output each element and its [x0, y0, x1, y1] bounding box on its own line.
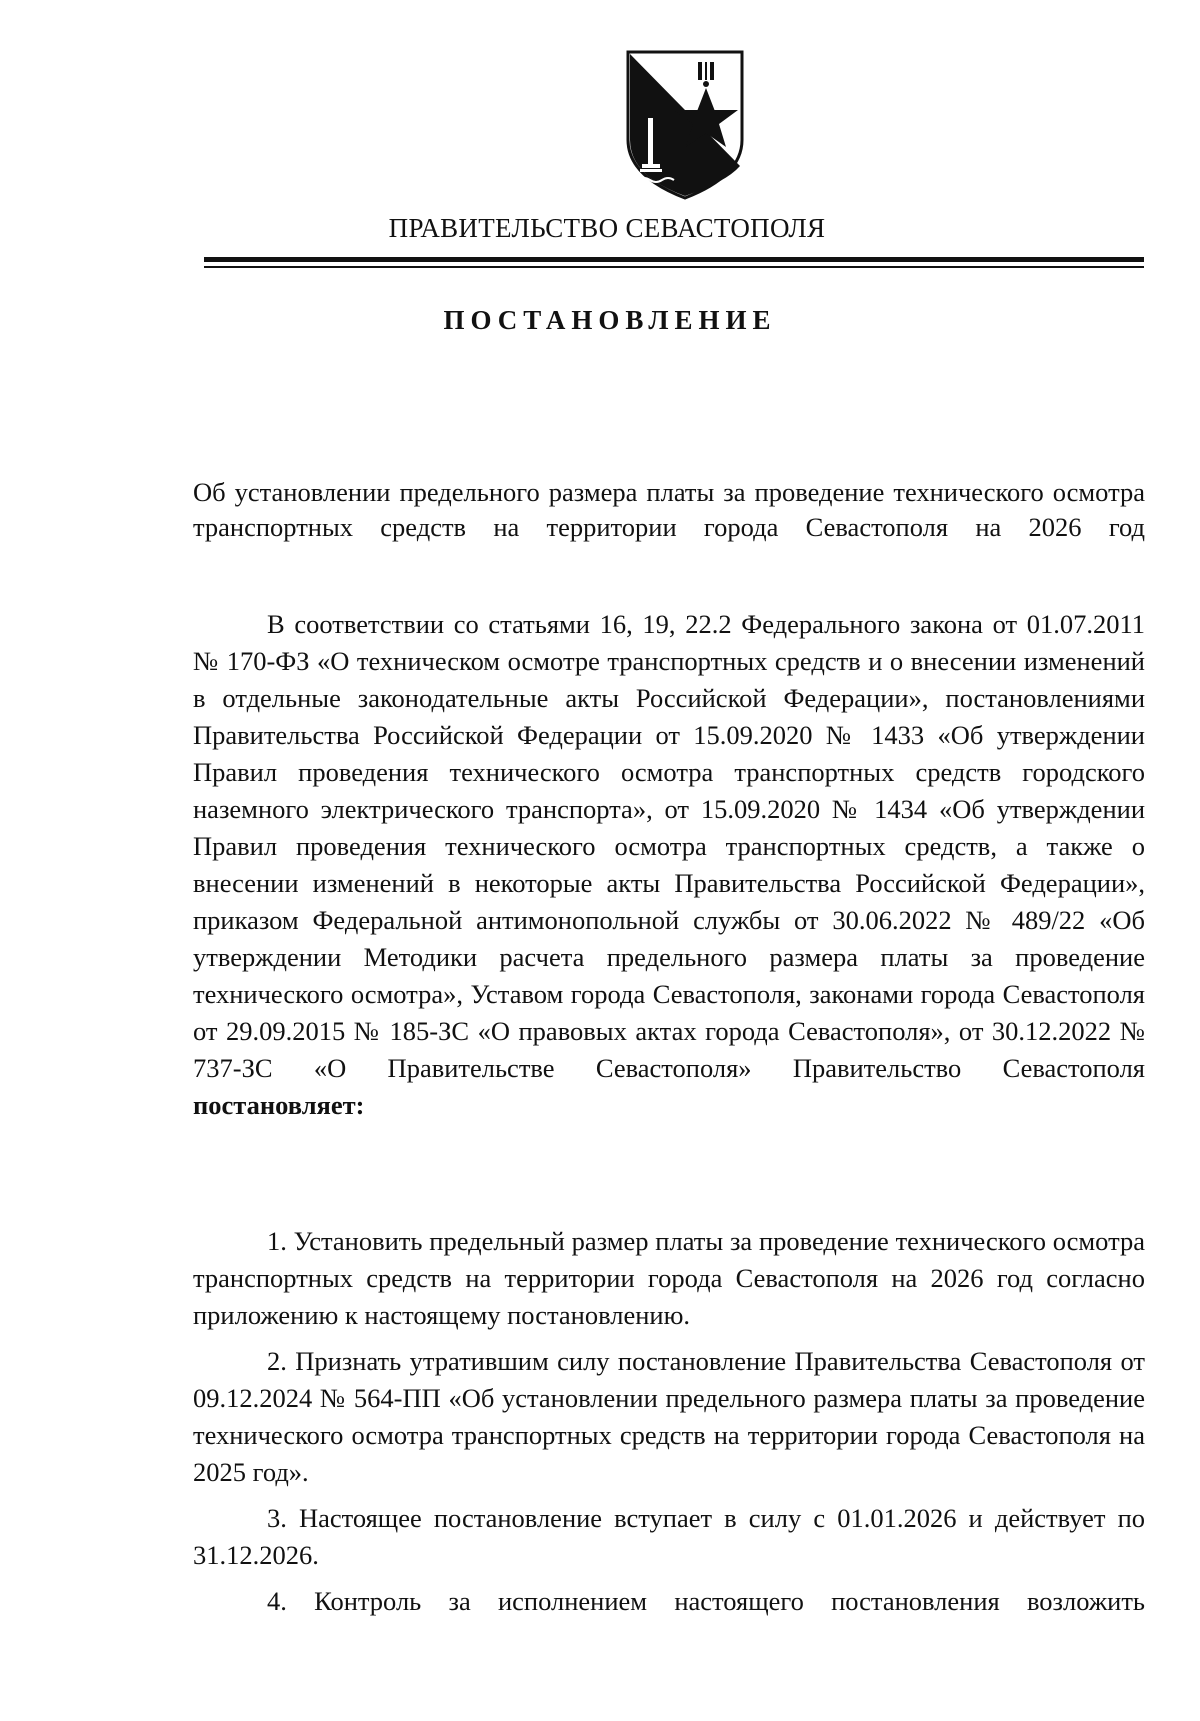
resolution-items	[193, 1223, 1145, 1629]
header-divider-thin	[204, 266, 1144, 268]
issuing-authority: ПРАВИТЕЛЬСТВО СЕВАСТОПОЛЯ	[388, 213, 826, 243]
header-divider-thick	[204, 257, 1144, 262]
resolves-keyword: постановляет:	[193, 1090, 365, 1120]
resolution-item: 4. Контроль за исполнением настоящего постановления возложить	[267, 1586, 1145, 1616]
resolution-item: 1. Установить предельный размер платы за проведение технического осмотра транспортных средств на территории города Севастополя на 2026 год согласно приложению к настоящему постановлению.	[193, 1226, 1145, 1330]
resolution-item: 2. Признать утратившим силу постановление Правительства Севастополя от 09.12.2024 № 564-ПП «Об установлении предельного размера платы за проведение технического осмотра транспортных средств на территории города Севастополя на 2025 год».	[193, 1346, 1145, 1487]
resolution-item: 3. Настоящее постановление вступает в силу с 01.01.2026 и действует по 31.12.2026.	[193, 1503, 1145, 1570]
sevastopol-coat-of-arms-icon	[622, 48, 748, 200]
document-subject: Об установлении предельного размера платы за проведение технического осмотра транспортных средств на территории города Севастополя на 2026 год	[193, 477, 1145, 542]
preamble-paragraph	[193, 606, 1145, 1124]
preamble-text: В соответствии со статьями 16, 19, 22.2 Федерального закона от 01.07.2011 № 170-ФЗ «О техническом осмотре транспортных средств и о внесении изменений в отдельные законодательные акты Российской Федерации», постановлениями Правительства Российской Федерации от 15.09.2020 № 1433 «Об утверждении Правил проведения технического осмотра транспортных средств городского наземного электрического транспорта», от 15.09.2020 № 1434 «Об утверждении Правил проведения технического осмотра транспортных средств, а также о внесении изменений в некоторые акты Правительства Российской Федерации», приказом Федеральной антимонопольной службы от 30.06.2022 № 489/22 «Об утверждении Методики расчета предельного размера платы за проведение технического осмотра», Уставом города Севастополя, законами города Севастополя от 29.09.2015 № 185-ЗС «О правовых актах города Севастополя», от 30.12.2022 № 737-ЗС «О Правительстве Севастополя» Правительство Севастополя	[193, 609, 1145, 1083]
document-type-title: ПОСТАНОВЛЕНИЕ	[443, 305, 777, 335]
